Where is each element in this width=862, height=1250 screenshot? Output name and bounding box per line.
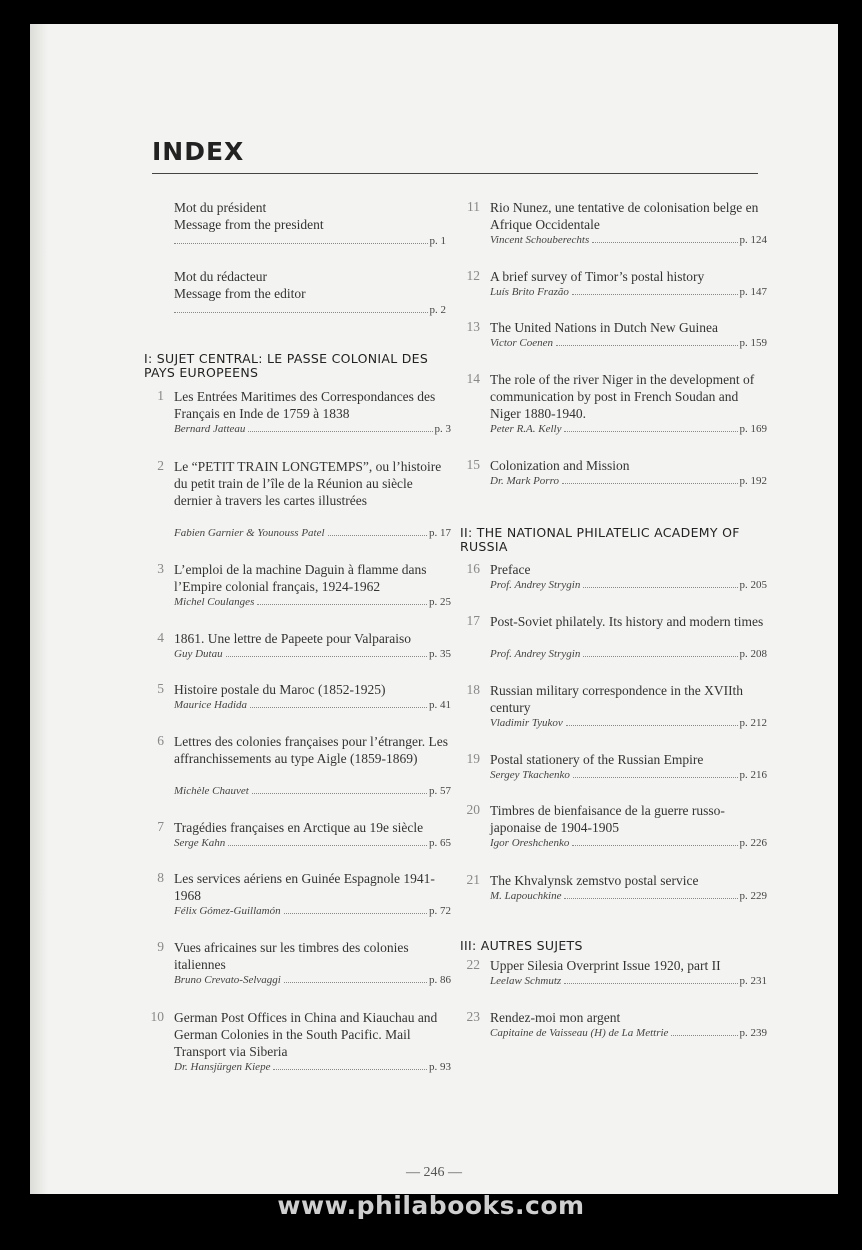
intro-line: Message from the editor (174, 286, 306, 301)
entry-number: 20 (466, 802, 480, 817)
entry-title: Upper Silesia Overprint Issue 1920, part II (490, 958, 721, 973)
entry-title: Rio Nunez, une tentative de colonisation belge en Afrique Occidentale (490, 200, 759, 232)
entry-page: p. 169 (739, 423, 767, 435)
dot-leader (671, 1035, 737, 1036)
entry-page: p. 86 (429, 974, 451, 986)
entry-author: Leelaw Schmutz (490, 975, 562, 987)
section-heading-2: II: THE NATIONAL PHILATELIC ACADEMY OF RUSSIA (460, 525, 740, 554)
entry-author: Prof. Andrey Strygin (490, 648, 581, 660)
entry-meta (174, 648, 451, 660)
entry-number: 12 (466, 268, 480, 283)
page-number: — 246 — (406, 1165, 462, 1180)
entry-title: Colonization and Mission (490, 458, 630, 473)
entry-page: p. 25 (429, 596, 451, 608)
entry-page: p. 2 (429, 304, 446, 316)
dot-leader (566, 725, 738, 726)
entry-number: 16 (466, 561, 480, 576)
entry-page: p. 239 (739, 1027, 767, 1039)
entry-title: A brief survey of Timor’s postal history (490, 269, 705, 284)
entry-number: 11 (467, 199, 480, 214)
entry-meta (490, 717, 767, 729)
entry-number: 1 (157, 388, 164, 403)
dot-leader (284, 913, 427, 914)
entry-meta (174, 527, 451, 539)
entry-author: Guy Dutau (174, 648, 223, 660)
section-heading-3: III: AUTRES SUJETS (460, 938, 583, 953)
dot-leader (284, 982, 427, 983)
entry-number: 22 (466, 957, 480, 972)
entry-meta (174, 837, 451, 849)
dot-leader (583, 587, 737, 588)
entry-meta (490, 769, 767, 781)
entry-author: Fabien Garnier & Younouss Patel (174, 527, 325, 539)
entry-number: 7 (157, 819, 164, 834)
entry-author: Michèle Chauvet (174, 785, 249, 797)
entry-author: Peter R.A. Kelly (490, 423, 562, 435)
entry-title: L’emploi de la machine Daguin à flamme dans l’Empire colonial français, 1924-1962 (174, 562, 427, 594)
entry-number: 3 (157, 561, 164, 576)
index-title: INDEX (152, 137, 245, 166)
entry-number: 2 (157, 458, 164, 473)
dot-leader (273, 1069, 427, 1070)
entry-meta (490, 648, 767, 660)
entry-title: 1861. Une lettre de Papeete pour Valparaiso (174, 631, 412, 646)
entry-number: 19 (466, 751, 480, 766)
entry-title: The United Nations in Dutch New Guinea (490, 320, 718, 335)
section-heading-1: I: SUJET CENTRAL: LE PASSE COLONIAL DES PAYS EUROPEENS (144, 351, 429, 380)
entry-number: 18 (466, 682, 480, 697)
entry-meta (490, 975, 767, 987)
entry-number: 17 (466, 613, 480, 628)
entry-page: p. 231 (739, 975, 767, 987)
entry-page: p. 212 (739, 717, 767, 729)
dot-leader (562, 483, 738, 484)
entry-page: p. 147 (739, 286, 767, 298)
entry-page: p. 124 (739, 234, 767, 246)
dot-leader (573, 777, 738, 778)
entry-page: p. 208 (739, 648, 767, 660)
entry-title: The Khvalynsk zemstvo postal service (490, 873, 699, 888)
entry-number: 13 (466, 319, 480, 334)
entry-number: 5 (157, 681, 164, 696)
entry-title: German Post Offices in China and Kiauchau and German Colonies in the South Pacific. Mail Transport via Siberia (174, 1010, 438, 1059)
entry-number: 8 (157, 870, 164, 885)
dot-leader (556, 345, 737, 346)
entry-author: Prof. Andrey Strygin (490, 579, 581, 591)
entry-author: Maurice Hadida (174, 699, 248, 711)
entry-author: Vladimir Tyukov (490, 717, 563, 729)
entry-page: p. 65 (429, 837, 451, 849)
document-page (30, 24, 838, 1194)
entry-meta (490, 234, 767, 246)
entry-page: p. 229 (739, 890, 767, 902)
entry-number: 23 (466, 1009, 480, 1024)
entry-number: 21 (466, 872, 480, 887)
entry-number: 14 (466, 371, 480, 386)
entry-author: M. Lapouchkine (490, 890, 562, 902)
entry-title: Preface (490, 562, 531, 577)
entry-page: p. 205 (739, 579, 767, 591)
entry-author: Capitaine de Vaisseau (H) de La Mettrie (490, 1027, 669, 1039)
entry-meta (174, 974, 451, 986)
entry-title: Les services aériens en Guinée Espagnole 1941-1968 (174, 871, 435, 903)
dot-leader (226, 656, 427, 657)
dot-leader (252, 793, 427, 794)
entry-title: Tragédies françaises en Arctique au 19e siècle (174, 820, 424, 835)
entry-page: p. 1 (429, 235, 446, 247)
entry-meta (174, 596, 451, 608)
intro-line: Message from the president (174, 217, 324, 232)
entry-page: p. 93 (429, 1061, 451, 1073)
entry-author: Luís Brito Frazão (490, 286, 569, 298)
dot-leader (174, 243, 428, 244)
dot-leader (572, 845, 737, 846)
intro-meta (174, 304, 446, 316)
entry-page: p. 41 (429, 699, 451, 711)
entry-page: p. 192 (739, 475, 767, 487)
entry-meta (490, 890, 767, 902)
watermark: www.philabooks.com (277, 1191, 585, 1220)
entry-page: p. 17 (429, 527, 451, 539)
entry-title: Le “PETIT TRAIN LONGTEMPS”, ou l’histoire du petit train de l’île de la Réunion au siècle dernier à travers les cartes illustrées (174, 459, 442, 508)
entry-meta (490, 579, 767, 591)
dot-leader (250, 707, 427, 708)
entry-author: Igor Oreshchenko (490, 837, 570, 849)
entry-meta (490, 337, 767, 349)
entry-title: Postal stationery of the Russian Empire (490, 752, 704, 767)
intro-meta (174, 235, 446, 247)
entry-title: Russian military correspondence in the XVIIth century (490, 683, 744, 715)
entry-title: Rendez-moi mon argent (490, 1010, 621, 1025)
entry-author: Bernard Jatteau (174, 423, 246, 435)
entry-author: Dr. Hansjürgen Kiepe (174, 1061, 271, 1073)
dot-leader (328, 535, 427, 536)
intro-line: Mot du rédacteur (174, 269, 267, 284)
entry-title: The role of the river Niger in the development of communication by post in French Soudan and Niger 1880-1940. (490, 372, 755, 421)
entry-page: p. 3 (434, 423, 451, 435)
dot-leader (248, 431, 432, 432)
entry-author: Dr. Mark Porro (490, 475, 559, 487)
entry-author: Michel Coulanges (174, 596, 255, 608)
dot-leader (592, 242, 737, 243)
title-rule (152, 173, 758, 174)
dot-leader (564, 431, 737, 432)
entry-meta (174, 785, 451, 797)
entry-page: p. 159 (739, 337, 767, 349)
entry-author: Sergey Tkachenko (490, 769, 570, 781)
entry-author: Victor Coenen (490, 337, 554, 349)
entry-page: p. 57 (429, 785, 451, 797)
entry-meta (490, 1027, 767, 1039)
entry-page: p. 216 (739, 769, 767, 781)
entry-title: Vues africaines sur les timbres des colonies italiennes (174, 940, 409, 972)
entry-number: 10 (150, 1009, 164, 1024)
dot-leader (174, 312, 428, 313)
entry-author: Bruno Crevato-Selvaggi (174, 974, 281, 986)
entry-author: Félix Gómez-Guillamón (174, 905, 281, 917)
entry-meta (490, 286, 767, 298)
dot-leader (572, 294, 738, 295)
entry-page: p. 72 (429, 905, 451, 917)
intro-line: Mot du président (174, 200, 267, 215)
entry-number: 15 (466, 457, 480, 472)
entry-title: Histoire postale du Maroc (1852-1925) (174, 682, 386, 697)
entry-page: p. 35 (429, 648, 451, 660)
entry-page: p. 226 (739, 837, 767, 849)
entry-title: Les Entrées Maritimes des Correspondances des Français en Inde de 1759 à 1838 (174, 389, 436, 421)
dot-leader (564, 898, 737, 899)
entry-title: Lettres des colonies françaises pour l’étranger. Les affranchissements au type Aigle (1859-1869) (174, 734, 449, 766)
dot-leader (583, 656, 737, 657)
entry-meta (490, 837, 767, 849)
entry-title: Timbres de bienfaisance de la guerre russo-japonaise de 1904-1905 (490, 803, 725, 835)
entry-meta (174, 1061, 451, 1073)
dot-leader (257, 604, 427, 605)
entry-meta (490, 475, 767, 487)
entry-title: Post-Soviet philately. Its history and modern times (490, 614, 764, 629)
entry-meta (174, 423, 451, 435)
dot-leader (228, 845, 427, 846)
entry-number: 9 (157, 939, 164, 954)
entry-meta (174, 905, 451, 917)
entry-number: 4 (157, 630, 164, 645)
dot-leader (564, 983, 737, 984)
entry-meta (174, 699, 451, 711)
entry-author: Serge Kahn (174, 837, 226, 849)
entry-meta (490, 423, 767, 435)
entry-number: 6 (157, 733, 164, 748)
entry-author: Vincent Schouberechts (490, 234, 590, 246)
